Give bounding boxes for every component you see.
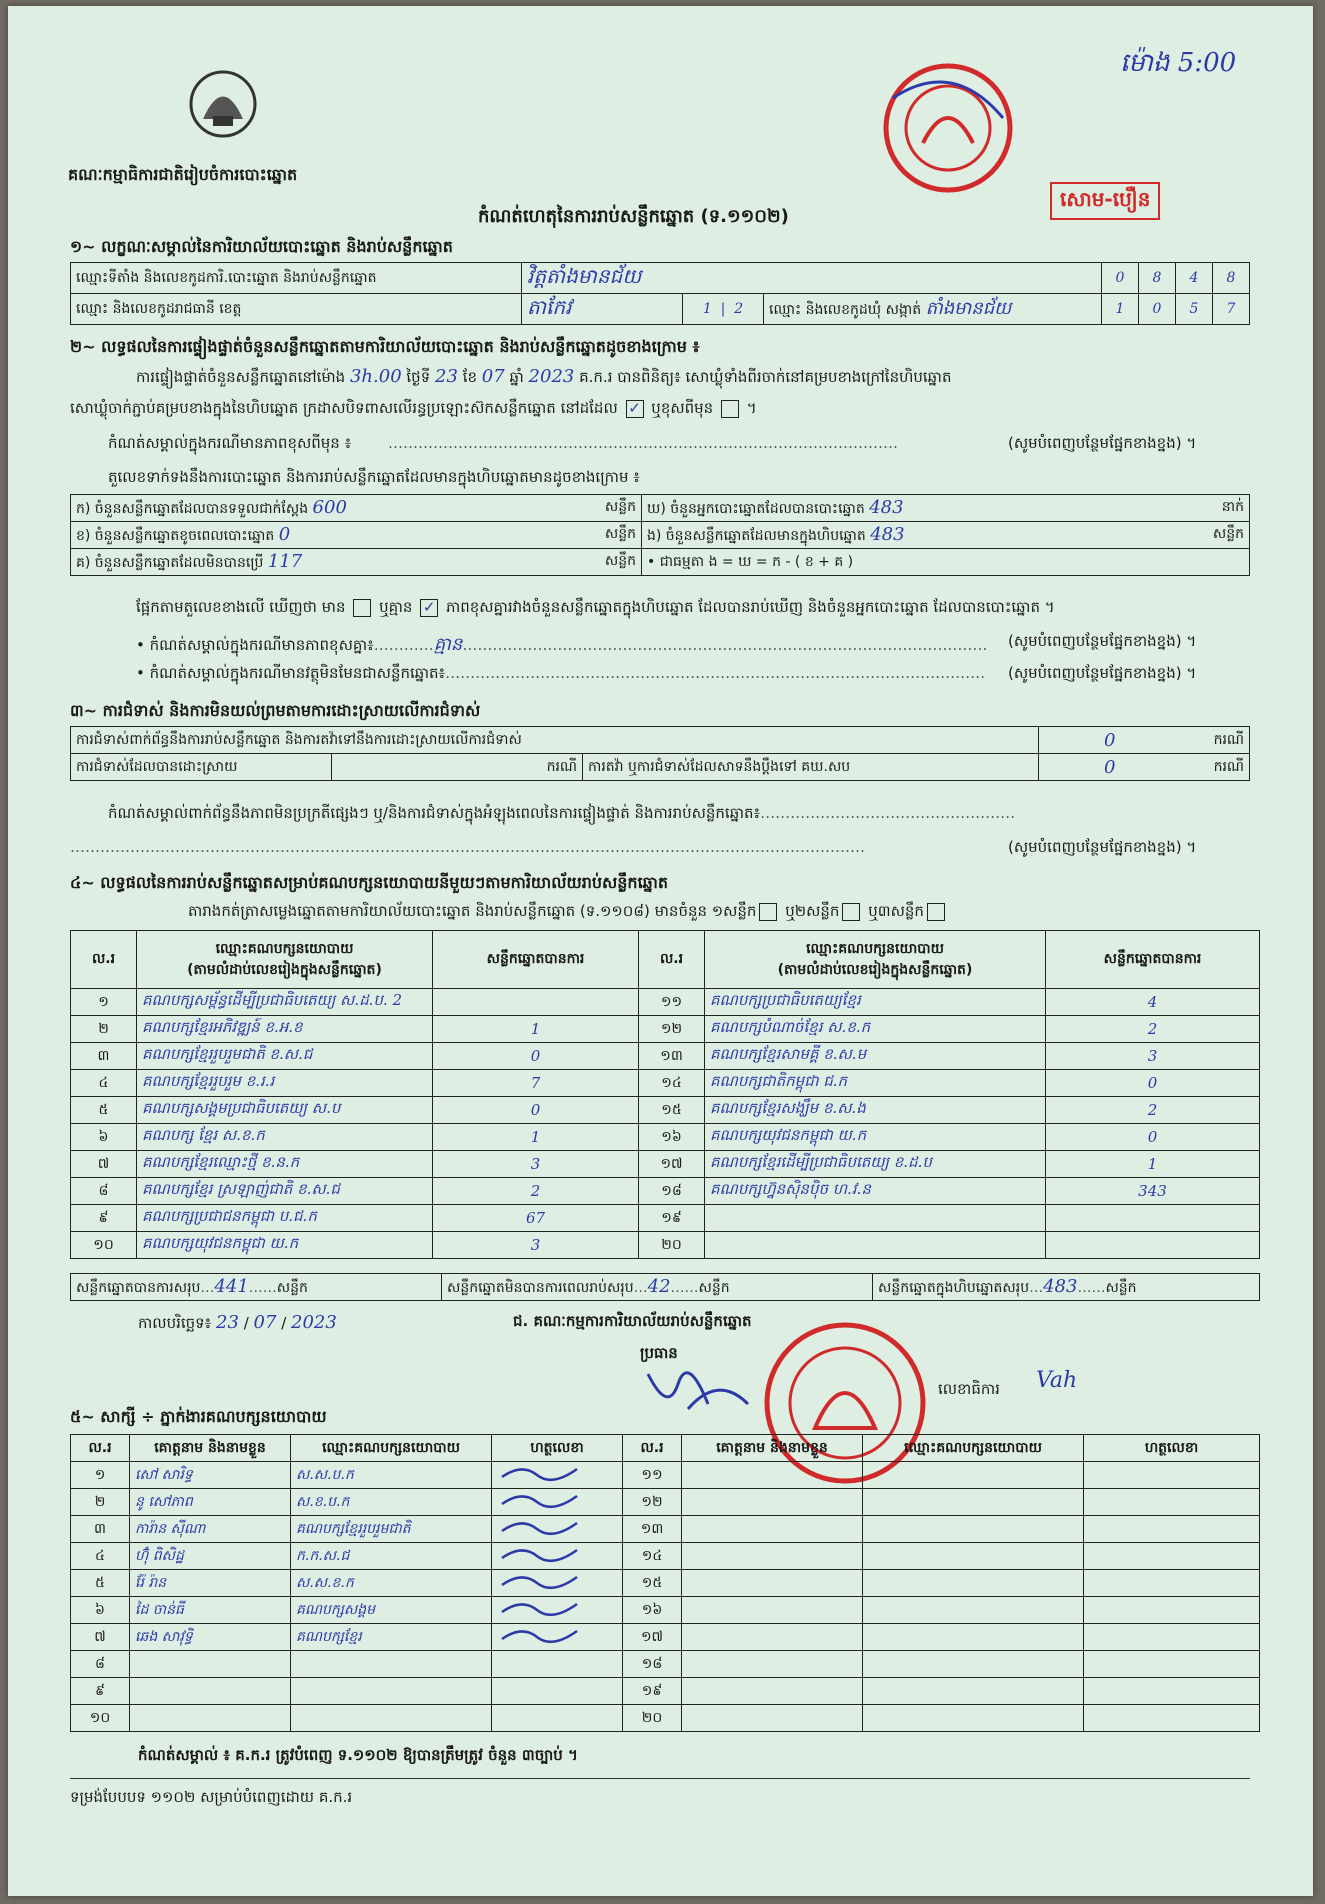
witness-signature (492, 1543, 623, 1570)
total-in-box: សន្លឹកឆ្នោតក្នុងហិបឆ្នោតសរុប…483……សន្លឹក (873, 1274, 1260, 1301)
tally-sheet-count: តារាងកត់ត្រាសម្លេងឆ្នោតតាមការិយាល័យបោះឆ្នោត និងរាប់សន្លឹកឆ្នោត (ទ.១១០៨) មានចំនួន ១សន្លឹក ឬ២សន្លឹក ឬ៣សន្លឹក (188, 902, 948, 924)
verification-time: 3h.00 (349, 366, 402, 387)
result-row (71, 1178, 1260, 1205)
verification-month: 07 (481, 366, 505, 387)
col-party: ឈ្មោះគណបក្សនយោបាយ (តាមលំដាប់លេខរៀងក្នុងសន្លឹកឆ្នោត) (137, 931, 433, 989)
witness-signature (492, 1705, 623, 1732)
witness-no: ៩ (71, 1678, 130, 1705)
section5-title: ៥~ សាក្សី ÷ ភ្នាក់ងារគណបក្សនយោបាយ (70, 1407, 327, 1426)
witness-name: ឆេង សាវុទ្ធិ (130, 1624, 291, 1651)
result-votes: 3 (1046, 1043, 1260, 1070)
result-row (71, 1070, 1260, 1097)
box-ballots-value: 483 (870, 523, 905, 545)
spoiled-ballots-value: 0 (278, 523, 291, 545)
result-party: គណបក្សយុវជនកម្ពុជា យ.ក (705, 1124, 1046, 1151)
col-no: ល.រ (71, 931, 137, 989)
result-no: ៩ (71, 1205, 137, 1232)
changed-checkbox[interactable] (721, 400, 739, 418)
witness-party (863, 1597, 1084, 1624)
witness-name (682, 1705, 863, 1732)
complaints-table (70, 726, 1250, 781)
no-difference-checkbox[interactable]: ✓ (420, 599, 438, 617)
result-row (71, 1151, 1260, 1178)
witness-party (863, 1489, 1084, 1516)
result-votes: 1 (1046, 1151, 1260, 1178)
signature-icon (497, 1544, 587, 1564)
committee-title: ជ. គណៈកម្មការការិយាល័យរាប់សន្លឹកឆ្នោត (513, 1312, 752, 1330)
commune-code-digit: 5 (1176, 294, 1213, 325)
col-name: គោត្តនាម និងនាមខ្លួន (682, 1435, 863, 1462)
count-date: កាលបរិច្ឆេទ៖ 23 / 07 / 2023 (138, 1312, 337, 1333)
witness-no: ២ (71, 1489, 130, 1516)
footer-divider (70, 1778, 1250, 1779)
witness-name: ហ៊ុំ ពិសិដ្ឋ (130, 1543, 291, 1570)
witness-signature (492, 1516, 623, 1543)
figures-intro: តួលេខទាក់ទងនឹងការបោះឆ្នោត និងការរាប់សន្លឹកឆ្នោតដែលមានក្នុងហិបឆ្នោតមានដូចខាងក្រោម ៖ (108, 468, 640, 486)
ballot-figures-table (70, 494, 1250, 576)
result-party: គណបក្សខ្មែរសង្ឃឹម ខ.ស.ង (705, 1097, 1046, 1124)
witness-signature (492, 1624, 623, 1651)
witness-name (682, 1462, 863, 1489)
witness-name: ការ៉ាន ស៊ីណា (130, 1516, 291, 1543)
witness-row (71, 1651, 1260, 1678)
col-votes: សន្លឹកឆ្នោតបានការ (1046, 931, 1260, 989)
signature-icon (497, 1463, 587, 1483)
nec-emblem-icon (183, 64, 263, 144)
result-votes (1046, 1232, 1260, 1259)
signature-icon (497, 1571, 587, 1591)
witness-no: ៧ (71, 1624, 130, 1651)
result-no: ១៨ (639, 1178, 705, 1205)
result-party: គណបក្សយុវជនកម្ពុជា យ.ក (137, 1232, 433, 1259)
witness-no: ៦ (71, 1597, 130, 1624)
verification-year: 2023 (528, 366, 575, 387)
witness-no: ១៧ (623, 1624, 682, 1651)
location-label: ឈ្មោះទីតាំង និងលេខកូដការិ.បោះឆ្នោត និងរាប់សន្លឹកឆ្នោត (71, 263, 522, 294)
result-party (705, 1232, 1046, 1259)
result-votes (1046, 1205, 1260, 1232)
witness-party (863, 1678, 1084, 1705)
unused-ballots-value: 117 (267, 550, 303, 572)
province-label: ឈ្មោះ និងលេខកូដរាជធានី ខេត្ត (71, 294, 522, 325)
foreign-object-note: • កំណត់សម្គាល់ក្នុងករណីមានវត្ថុមិនមែនជាសន្លឹកឆ្នោត៖……………………………………………………………………………………………… (136, 664, 986, 682)
province-name: តាកែវ (522, 294, 683, 325)
result-party: គណបក្សជាតិកម្ពុជា ជ.ក (705, 1070, 1046, 1097)
verification-line: ការផ្ទៀងផ្ទាត់ចំនួនសន្លឹកឆ្នោតនៅម៉ោង 3h.00 ថ្ងៃទី 23 ខែ 07 ឆ្នាំ 2023 គ.ក.រ បានពិនិត្យ៖ សោឃ្លុំទាំងពីរចាក់នៅគម្របខាងក្រៅនៃហិបឆ្នោត (136, 366, 952, 387)
result-no: ១៦ (639, 1124, 705, 1151)
result-votes: 0 (1046, 1070, 1260, 1097)
witness-name (682, 1678, 863, 1705)
result-votes: 2 (1046, 1016, 1260, 1043)
total-valid: សន្លឹកឆ្នោតបានការសរុប…441……សន្លឹក (71, 1274, 442, 1301)
witness-party: ស.ខ.ប.ក (291, 1489, 492, 1516)
appeal-value: 0 ករណី (1039, 754, 1250, 781)
location-code-digit: 8 (1139, 263, 1176, 294)
col-party: ឈ្មោះគណបក្សនយោបាយ (291, 1435, 492, 1462)
signature-icon (497, 1625, 587, 1645)
witness-name (682, 1624, 863, 1651)
difference-note-hint: (សូមបំពេញបន្ថែមផ្នែកខាងខ្នង) ។ (1008, 632, 1197, 650)
col-no: ល.រ (639, 931, 705, 989)
result-party: គណបក្សសង្គមប្រជាធិបតេយ្យ ស.ប (137, 1097, 433, 1124)
witness-signature (1084, 1462, 1260, 1489)
signature-icon (497, 1517, 587, 1537)
irregularity-note: កំណត់សម្គាល់ពាក់ព័ន្ធនឹងភាពមិនប្រក្រតីផ្សេងៗ ឬ/និងការជំទាស់ក្នុងអំឡុងពេលនៃការផ្ទៀងផ្ទាត់ និងការរាប់សន្លឹកឆ្នោត៖…………………………………………… (108, 804, 1016, 822)
witness-no: ១៣ (623, 1516, 682, 1543)
two-sheets-checkbox[interactable] (842, 903, 860, 921)
secretary-signature: Vah (1036, 1368, 1078, 1393)
spoiled-ballots-row: ខ) ចំនួនសន្លឹកឆ្នោតខូចពេលបោះឆ្នោត 0 សន្លឹក (71, 522, 642, 549)
witness-signature (492, 1570, 623, 1597)
section3-title: ៣~ ការជំទាស់ និងការមិនយល់ព្រមតាមការដោះស្រាយលើការជំទាស់ (70, 701, 481, 720)
result-party: គណបក្សបំណាច់ខ្មែរ ស.ខ.ក (705, 1016, 1046, 1043)
copies-note: កំណត់សម្គាល់ ៖ គ.ក.រ ត្រូវបំពេញ ទ.១១០២ ឱ្យបានត្រឹមត្រូវ ចំនួន ៣ច្បាប់ ។ (138, 1746, 578, 1764)
witness-signature (492, 1489, 623, 1516)
location-code-digit: 8 (1213, 263, 1250, 294)
unused-ballots-row: គ) ចំនួនសន្លឹកឆ្នោតដែលមិនបានប្រើ 117 សន្លឹក (71, 549, 642, 576)
result-no: ១៣ (639, 1043, 705, 1070)
location-code-digit: 4 (1176, 263, 1213, 294)
result-no: ២០ (639, 1232, 705, 1259)
witness-no: ១ (71, 1462, 130, 1489)
witness-signature (492, 1597, 623, 1624)
result-no: ៦ (71, 1124, 137, 1151)
witness-name (682, 1516, 863, 1543)
difference-line: ផ្អែកតាមតួលេខខាងលើ ឃើញថា មាន ឬគ្មាន ✓ ភាពខុសគ្នារវាងចំនួនសន្លឹកឆ្នោតក្នុងហិបឆ្នោត ដែលបានរាប់ឃើញ និងចំនួនអ្នកបោះឆ្នោត ដែលបានបោះឆ្នោត ។ (136, 597, 1055, 616)
chair-label: ប្រធាន (640, 1344, 678, 1362)
complaints-value: 0 ករណី (1039, 727, 1250, 754)
unchanged-checkbox[interactable]: ✓ (626, 400, 644, 418)
witness-party (863, 1705, 1084, 1732)
result-row (71, 1124, 1260, 1151)
witness-party (863, 1570, 1084, 1597)
seal-status-line: សោឃ្លុំចាក់ភ្ជាប់គម្របខាងក្នុងនៃហិបឆ្នោត ក្រដាសបិទពាសលើរន្ធប្រឡោះស៊កសន្លឹកឆ្នោត នៅដដែល ✓ ឬខុសពីមុន ។ (70, 398, 757, 417)
witness-name: រ៉ែ រ៉ាន (130, 1570, 291, 1597)
witness-row (71, 1705, 1260, 1732)
witness-table (70, 1434, 1260, 1732)
witness-no: ៨ (71, 1651, 130, 1678)
result-row (71, 1097, 1260, 1124)
result-no: ១០ (71, 1232, 137, 1259)
witness-signature (492, 1651, 623, 1678)
result-no: ៥ (71, 1097, 137, 1124)
witness-no: ១២ (623, 1489, 682, 1516)
result-votes: 3 (433, 1232, 639, 1259)
result-row (71, 1205, 1260, 1232)
col-no: ល.រ (623, 1435, 682, 1462)
witness-signature (1084, 1678, 1260, 1705)
witness-signature (492, 1462, 623, 1489)
witness-no: ១៦ (623, 1597, 682, 1624)
witness-row (71, 1597, 1260, 1624)
witness-party (863, 1624, 1084, 1651)
witness-row (71, 1489, 1260, 1516)
commune-label: ឈ្មោះ និងលេខកូដឃុំ សង្កាត់ តាំងមានជ័យ (764, 294, 1102, 325)
result-votes: 1 (433, 1124, 639, 1151)
result-votes: 343 (1046, 1178, 1260, 1205)
witness-party (863, 1516, 1084, 1543)
complaints-label: ការជំទាស់ពាក់ព័ន្ធនឹងការរាប់សន្លឹកឆ្នោត និងការតវ៉ាទៅនឹងការដោះស្រាយលើការជំទាស់ (71, 727, 1039, 754)
difference-note: • កំណត់សម្គាល់ក្នុងករណីមានភាពខុសគ្នា៖…………គ្មាន…………………………………………………………………………………………… (136, 634, 988, 655)
result-party: គណបក្ស ខ្មែរ ស.ខ.ក (137, 1124, 433, 1151)
result-votes: 0 (433, 1043, 639, 1070)
col-party: ឈ្មោះគណបក្សនយោបាយ (តាមលំដាប់លេខរៀងក្នុងសន្លឹកឆ្នោត) (705, 931, 1046, 989)
witness-no: ៤ (71, 1543, 130, 1570)
witness-signature (1084, 1516, 1260, 1543)
witness-party (291, 1651, 492, 1678)
verification-day: 23 (435, 366, 458, 387)
result-no: ១១ (639, 989, 705, 1016)
witness-no: ១៤ (623, 1543, 682, 1570)
witness-party (863, 1651, 1084, 1678)
chair-signature-icon (638, 1364, 758, 1424)
result-votes: 7 (433, 1070, 639, 1097)
col-signature: ហត្ថលេខា (1084, 1435, 1260, 1462)
witness-no: ១៨ (623, 1651, 682, 1678)
result-no: ៣ (71, 1043, 137, 1070)
result-no: ១៥ (639, 1097, 705, 1124)
location-code-digit: 0 (1102, 263, 1139, 294)
signature-icon (497, 1490, 587, 1510)
secretary-label: លេខាធិការ (938, 1380, 1000, 1398)
diff-note-hint: (សូមបំពេញបន្ថែមផ្នែកខាងខ្នង) ។ (1008, 434, 1197, 452)
witness-no: ១១ (623, 1462, 682, 1489)
witness-party: គណបក្សខ្មែរ (291, 1624, 492, 1651)
result-party: គណបក្សខ្មែរសាមគ្គី ខ.ស.ម (705, 1043, 1046, 1070)
section1-title: ១~ លក្ខណៈសម្គាល់នៃការិយាល័យបោះឆ្នោត និងរាប់សន្លឹកឆ្នោត (70, 237, 453, 256)
resolved-label: ការជំទាស់ដែលបានដោះស្រាយ (71, 754, 332, 781)
witness-row (71, 1678, 1260, 1705)
location-name: វិត្តតាំងមានជ័យ (522, 263, 1102, 294)
box-ballots-row: ង) ចំនួនសន្លឹកឆ្នោតដែលមានក្នុងហិបឆ្នោត 483 សន្លឹក (642, 522, 1250, 549)
witness-signature (1084, 1705, 1260, 1732)
witness-name: ដៃ ចាន់ធី (130, 1597, 291, 1624)
commune-code-digit: 0 (1139, 294, 1176, 325)
received-ballots-value: 600 (312, 496, 347, 518)
irregularity-note-field[interactable]: …………………………………………………………………………………………………………………………………………… (70, 838, 865, 856)
province-code: 1 | 2 (683, 294, 764, 325)
location-table (70, 262, 1250, 325)
witness-name (682, 1489, 863, 1516)
total-invalid: សន្លឹកឆ្នោតមិនបានការពេលរាប់សរុប…42……សន្លឹក (442, 1274, 873, 1301)
witness-no: ៥ (71, 1570, 130, 1597)
stamp-name-box: សោម-បឿន (1050, 182, 1160, 220)
formula: • ជាធម្មតា ង = ឃ = ក - ( ខ + គ ) (642, 549, 1250, 576)
result-no: ៨ (71, 1178, 137, 1205)
witness-party (291, 1705, 492, 1732)
result-votes: 0 (1046, 1124, 1260, 1151)
diff-note-field[interactable]: ………………………………………………………………………………………… (388, 434, 898, 452)
commune-code-digit: 7 (1213, 294, 1250, 325)
official-stamp-icon (863, 58, 1033, 198)
witness-name: នូ សៅភាព (130, 1489, 291, 1516)
result-row (71, 1043, 1260, 1070)
result-no: ២ (71, 1016, 137, 1043)
received-ballots-row: ក) ចំនួនសន្លឹកឆ្នោតដែលបានទទួលជាក់ស្តែង 600 សន្លឹក (71, 495, 642, 522)
witness-name (682, 1543, 863, 1570)
witness-party (291, 1678, 492, 1705)
result-row (71, 1016, 1260, 1043)
appeal-label: ការតវ៉ា ឬការជំទាស់ដែលសាទនឹងប្តឹងទៅ គឃ.សប (583, 754, 1039, 781)
result-party: គណបក្សហ្វ៊ុនស៊ិនប៉ិច ហ.វ.ន (705, 1178, 1046, 1205)
witness-signature (1084, 1543, 1260, 1570)
result-no: ១៩ (639, 1205, 705, 1232)
result-party: គណបក្សខ្មែររួបរួម ខ.រ.រ (137, 1070, 433, 1097)
difference-note-value: គ្មាន (433, 634, 463, 655)
witness-party: គណបក្សខ្មែររួបរួមជាតិ (291, 1516, 492, 1543)
result-party: គណបក្សខ្មែរឈ្មោះថ្មី ខ.ន.ក (137, 1151, 433, 1178)
result-no: ១២ (639, 1016, 705, 1043)
result-party: គណបក្សខ្មែរអភិវឌ្ឍន៍ ខ.អ.ខ (137, 1016, 433, 1043)
result-votes: 1 (433, 1016, 639, 1043)
witness-party (863, 1543, 1084, 1570)
witness-signature (1084, 1570, 1260, 1597)
witness-no: ២០ (623, 1705, 682, 1732)
witness-row (71, 1543, 1260, 1570)
col-no: ល.រ (71, 1435, 130, 1462)
form-title: កំណត់ហេតុនៃការរាប់សន្លឹកឆ្នោត (ទ.១១០២) (478, 206, 789, 227)
irregularity-hint: (សូមបំពេញបន្ថែមផ្នែកខាងខ្នង) ។ (1008, 838, 1197, 856)
witness-row (71, 1624, 1260, 1651)
result-party: គណបក្សប្រជាជនកម្ពុជា ប.ជ.ក (137, 1205, 433, 1232)
col-name: គោត្តនាម និងនាមខ្លួន (130, 1435, 291, 1462)
witness-no: ១០ (71, 1705, 130, 1732)
witness-party: ក.ក.ស.ជ (291, 1543, 492, 1570)
witness-name (130, 1678, 291, 1705)
three-sheets-checkbox[interactable] (927, 903, 945, 921)
witness-party: ស.ស.ប.ក (291, 1462, 492, 1489)
foreign-object-hint: (សូមបំពេញបន្ថែមផ្នែកខាងខ្នង) ។ (1008, 664, 1197, 682)
form-footer: ទម្រង់បែបបទ ១១០២ សម្រាប់បំពេញដោយ គ.ក.រ (70, 1788, 353, 1806)
witness-party (863, 1462, 1084, 1489)
has-difference-checkbox[interactable] (353, 599, 371, 617)
witness-party: ស.ស.ខ.ក (291, 1570, 492, 1597)
witness-signature (1084, 1489, 1260, 1516)
witness-row (71, 1516, 1260, 1543)
witness-row (71, 1570, 1260, 1597)
result-votes: 0 (433, 1097, 639, 1124)
voters-row: ឃ) ចំនួនអ្នកបោះឆ្នោតដែលបានបោះឆ្នោត 483 នាក់ (642, 495, 1250, 522)
one-sheet-checkbox[interactable] (759, 903, 777, 921)
col-signature: ហត្ថលេខា (492, 1435, 623, 1462)
result-no: ១ (71, 989, 137, 1016)
result-party (705, 1205, 1046, 1232)
witness-name (130, 1651, 291, 1678)
result-votes: 3 (433, 1151, 639, 1178)
section4-title: ៤~ លទ្ធផលនៃការរាប់សន្លឹកឆ្នោតសម្រាប់គណបក្សនយោបាយនីមួយៗតាមការិយាល័យរាប់សន្លឹកឆ្នោត (70, 873, 669, 892)
signature-icon (497, 1598, 587, 1618)
witness-name (130, 1705, 291, 1732)
result-party: គណបក្សប្រជាធិបតេយ្យខ្មែរ (705, 989, 1046, 1016)
result-no: ១៧ (639, 1151, 705, 1178)
witness-no: ១៩ (623, 1678, 682, 1705)
result-no: ១៤ (639, 1070, 705, 1097)
result-party: គណបក្សខ្មែរដើម្បីប្រជាធិបតេយ្យ ខ.ដ.ប (705, 1151, 1046, 1178)
witness-signature (1084, 1597, 1260, 1624)
form-sheet (8, 6, 1313, 1896)
witness-signature (1084, 1624, 1260, 1651)
commune-code-digit: 1 (1102, 294, 1139, 325)
witness-party: គណបក្សសង្គម (291, 1597, 492, 1624)
section2-title: ២~ លទ្ធផលនៃការផ្ទៀងផ្ទាត់ចំនួនសន្លឹកឆ្នោតតាមការិយាល័យបោះឆ្នោត និងរាប់សន្លឹកឆ្នោតដូចខាងក្រោម ៖ (70, 337, 700, 356)
col-party: ឈ្មោះគណបក្សនយោបាយ (863, 1435, 1084, 1462)
result-row (71, 989, 1260, 1016)
witness-name: សៅ សារិទ្ធ (130, 1462, 291, 1489)
result-no: ៧ (71, 1151, 137, 1178)
diff-note-label: កំណត់សម្គាល់ក្នុងករណីមានភាពខុសពីមុន ៖ (108, 434, 352, 452)
time-note: ម៉ោង 5:00 (1120, 48, 1237, 78)
result-party: គណបក្សសម្ព័ន្ធដើម្បីប្រជាធិបតេយ្យ ស.ដ.ប. 2 (137, 989, 433, 1016)
result-votes: 4 (1046, 989, 1260, 1016)
result-party: គណបក្សខ្មែររួបរួមជាតិ ខ.ស.ជ (137, 1043, 433, 1070)
resolved-unit: ករណី (332, 754, 583, 781)
witness-no: ៣ (71, 1516, 130, 1543)
totals-table (70, 1273, 1260, 1301)
result-votes: 2 (433, 1178, 639, 1205)
result-votes (433, 989, 639, 1016)
witness-signature (492, 1678, 623, 1705)
witness-signature (1084, 1651, 1260, 1678)
witness-no: ១៥ (623, 1570, 682, 1597)
result-party: គណបក្សខ្មែរ ស្រឡាញ់ជាតិ ខ.ស.ជ (137, 1178, 433, 1205)
result-row (71, 1232, 1260, 1259)
result-no: ៤ (71, 1070, 137, 1097)
witness-name (682, 1597, 863, 1624)
witness-name (682, 1651, 863, 1678)
witness-row (71, 1462, 1260, 1489)
party-results-table (70, 930, 1260, 1259)
col-votes: សន្លឹកឆ្នោតបានការ (433, 931, 639, 989)
org-name: គណៈកម្មាធិការជាតិរៀបចំការបោះឆ្នោត (68, 165, 298, 184)
voters-value: 483 (869, 496, 904, 518)
result-votes: 2 (1046, 1097, 1260, 1124)
witness-name (682, 1570, 863, 1597)
result-votes: 67 (433, 1205, 639, 1232)
